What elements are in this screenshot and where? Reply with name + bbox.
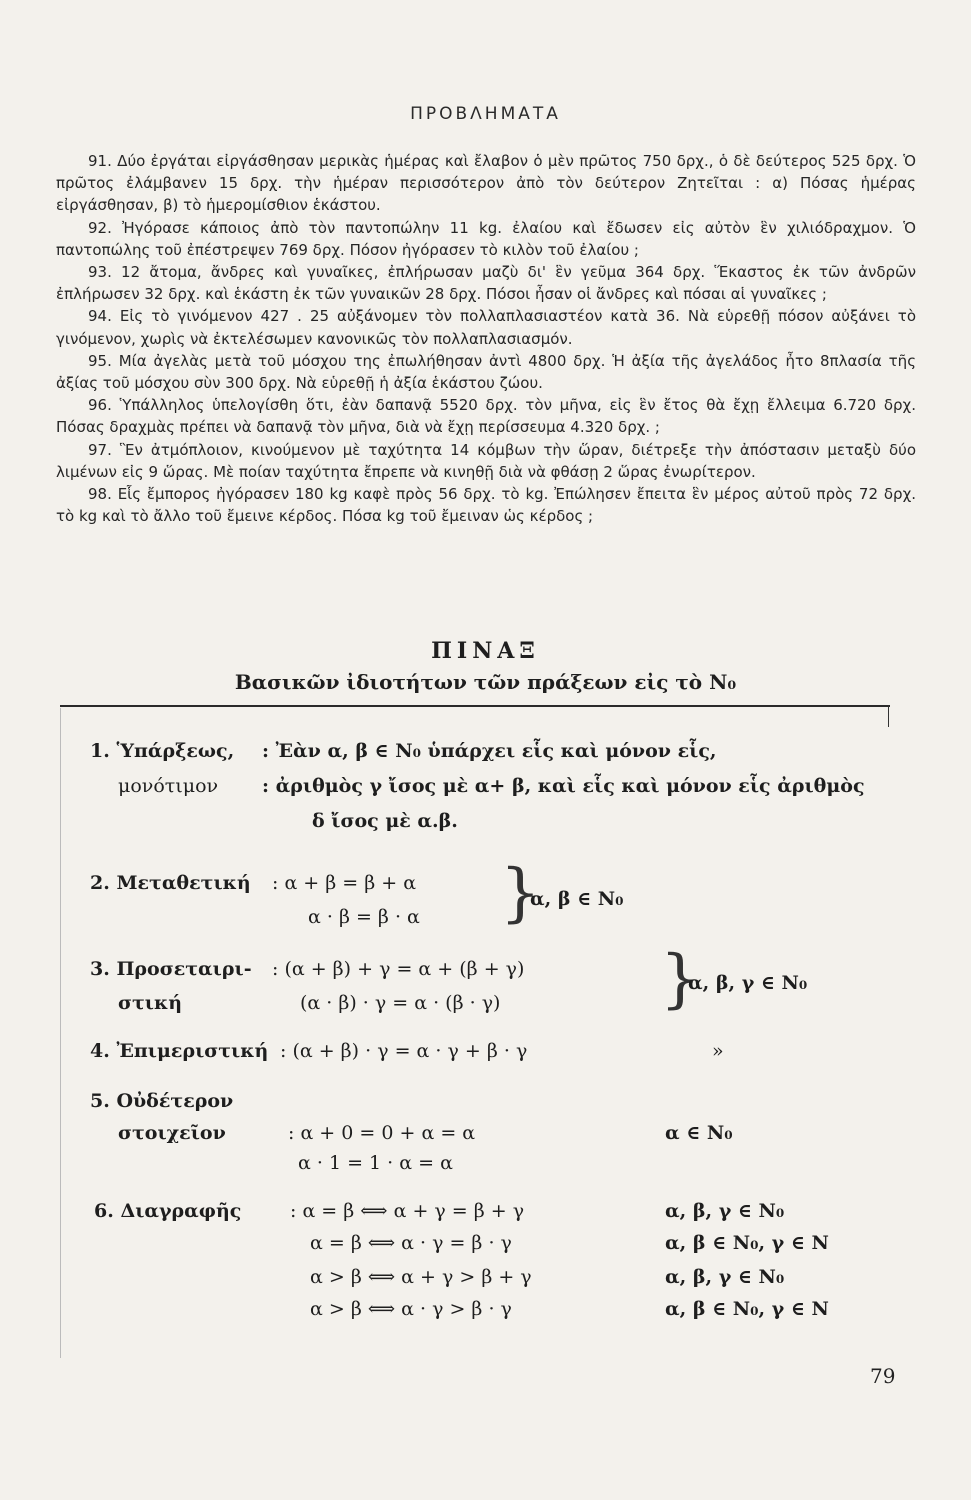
prop6-row2-cond: α, β ∈ N₀, γ ∈ N	[665, 1232, 829, 1254]
prop5-label-a: 5. Οὐδέτερον	[90, 1090, 234, 1112]
table-title: ΠΙΝΑΞ	[431, 638, 540, 664]
prop6-row4-expr: α > β ⟺ α · γ > β · γ	[310, 1298, 512, 1320]
prop3-line2: (α · β) · γ = α · (β · γ)	[300, 992, 501, 1014]
prop1-label-a: 1. Ὑπάρξεως,	[90, 740, 235, 762]
problem-96: 96. Ὑπάλληλος ὑπελογίσθη ὅτι, ἐὰν δαπανᾷ 5520 δρχ. τὸν μῆνα, εἰς ἓν ἔτος θὰ ἔχῃ ἔλλειμα 6.720 δρχ. Πόσας δραχμὰς πρέπει νὰ δαπανᾷ τὸν μῆνα, διὰ νὰ ἔχῃ περίσσευμα 4.320 δρχ. ;	[56, 396, 916, 437]
prop3-label-b: στική	[118, 992, 183, 1014]
problem-93: 93. 12 ἄτομα, ἄνδρες καὶ γυναῖκες, ἐπλήρωσαν μαζὺ δι' ἓν γεῦμα 364 δρχ. Ἕκαστος ἐκ τῶν ἀνδρῶν ἐπλήρωσεν 32 δρχ. καὶ ἑκάστη ἐκ τῶν γυναικῶν 28 δρχ. Πόσοι ἦσαν οἱ ἄνδρες καὶ πόσαι αἱ γυναῖκες ;	[56, 263, 916, 304]
prop6-row3-expr: α > β ⟺ α + γ > β + γ	[310, 1266, 532, 1288]
prop2-line2: α · β = β · α	[308, 906, 420, 928]
prop5-condition: α ∈ N₀	[665, 1122, 733, 1144]
page-header: ΠΡΟΒΛΗΜΑΤΑ	[410, 104, 561, 124]
problem-94: 94. Εἰς τὸ γινόμενον 427 . 25 αὐξάνομεν τὸν πολλαπλασιαστέον κατὰ 36. Νὰ εὑρεθῇ πόσον αὐξάνει τὸ γινόμενον, χωρὶς νὰ ἐκτελέσωμεν κανονικῶς τὸν πολλαπλασιασμόν.	[56, 307, 916, 348]
prop6-label: 6. Διαγραφῆς	[94, 1200, 242, 1222]
prop2-line1: : α + β = β + α	[272, 872, 417, 894]
problem-list	[56, 150, 916, 527]
prop1-line1: : Ἐὰν α, β ∈ N₀ ὑπάρχει εἷς καὶ μόνον εἷς,	[262, 740, 717, 762]
prop6-row3-cond: α, β, γ ∈ N₀	[665, 1266, 785, 1288]
prop6-row2-expr: α = β ⟺ α · γ = β · γ	[310, 1232, 512, 1254]
prop3-condition: α, β, γ ∈ N₀	[688, 972, 808, 994]
problem-95: 95. Μία ἀγελὰς μετὰ τοῦ μόσχου της ἐπωλήθησαν ἀντὶ 4800 δρχ. Ἡ ἀξία τῆς ἀγελάδος ἦτο 8πλασία τῆς ἀξίας τοῦ μόσχου σὺν 300 δρχ. Νὰ εὑρεθῇ ἡ ἀξία ἑκάστου ζώου.	[56, 351, 916, 393]
prop4-line: : (α + β) · γ = α · γ + β · γ	[280, 1040, 528, 1062]
prop1-line2: : ἀριθμὸς γ ἴσος μὲ α+ β, καὶ εἷς καὶ μόνον εἷς ἀριθμὸς	[262, 775, 865, 797]
prop3-line1: : (α + β) + γ = α + (β + γ)	[272, 958, 525, 980]
prop3-brace: }	[660, 942, 701, 1016]
table-left-rule	[60, 708, 61, 1358]
table-right-rule	[888, 705, 889, 727]
prop6-row4-cond: α, β ∈ N₀, γ ∈ N	[665, 1298, 829, 1320]
prop3-label-a: 3. Προσεταιρι-	[90, 958, 252, 980]
prop5-line1: : α + 0 = 0 + α = α	[288, 1122, 476, 1144]
table-subtitle: Βασικῶν ἰδιοτήτων τῶν πράξεων εἰς τὸ N₀	[234, 670, 737, 694]
problem-91: 91. Δύο ἐργάται εἰργάσθησαν μερικὰς ἡμέρας καὶ ἔλαβον ὁ μὲν πρῶτος 750 δρχ., ὁ δὲ δεύτερος 525 δρχ. Ὁ πρῶτος ἐλάμβανεν 15 δρχ. τὴν ἡμέραν περισσότερον ἀπὸ τὸν δεύτερον Ζητεῖται : α) Πόσας ἡμέρας εἰργάσθησαν, β) τὸ ἡμερομίσθιον ἑκάστου.	[56, 152, 916, 215]
problem-97: 97. Ἓν ἀτμόπλοιον, κινούμενον μὲ ταχύτητα 14 κόμβων τὴν ὥραν, διέτρεξε τὴν ἀπόστασιν μεταξὺ δύο λιμένων εἰς 9 ὥρας. Μὲ ποίαν ταχύτητα ἔπρεπε νὰ κινηθῇ διὰ νὰ φθάσῃ 2 ὥρας ἐνωρίτερον.	[56, 440, 916, 481]
problem-98: 98. Εἷς ἔμπορος ἠγόρασεν 180 kg καφὲ πρὸς 56 δρχ. τὸ kg. Ἐπώλησεν ἔπειτα ἓν μέρος αὐτοῦ πρὸς 72 δρχ. τὸ kg καὶ τὸ ἄλλο τοῦ ἔμεινε κέρδος. Πόσα kg τοῦ ἔμειναν ὡς κέρδος ;	[56, 485, 916, 526]
prop4-ditto: »	[712, 1040, 724, 1062]
prop5-line2: α · 1 = 1 · α = α	[298, 1152, 453, 1174]
prop6-row1-expr: : α = β ⟺ α + γ = β + γ	[290, 1200, 525, 1222]
prop1-label-b: μονότιμον	[118, 775, 219, 797]
prop1-line3: δ ἴσος μὲ α.β.	[312, 810, 458, 832]
prop2-label: 2. Μεταθετική	[90, 872, 251, 894]
prop2-brace: }	[500, 856, 541, 930]
page-number: 79	[870, 1364, 896, 1388]
prop6-row1-cond: α, β, γ ∈ N₀	[665, 1200, 785, 1222]
prop5-label-b: στοιχεῖον	[118, 1122, 226, 1144]
problem-92: 92. Ἠγόρασε κάποιος ἀπὸ τὸν παντοπώλην 11 kg. ἐλαίου καὶ ἔδωσεν εἰς αὐτὸν ἓν χιλιόδραχμον. Ὁ παντοπώλης τοῦ ἐπέστρεψεν 769 δρχ. Πόσον ἠγόρασεν τὸ κιλὸν τοῦ ἐλαίου ;	[56, 218, 916, 259]
prop2-condition: α, β ∈ N₀	[530, 888, 624, 910]
table-top-rule	[60, 705, 890, 707]
prop4-label: 4. Ἐπιμεριστική	[90, 1040, 269, 1062]
